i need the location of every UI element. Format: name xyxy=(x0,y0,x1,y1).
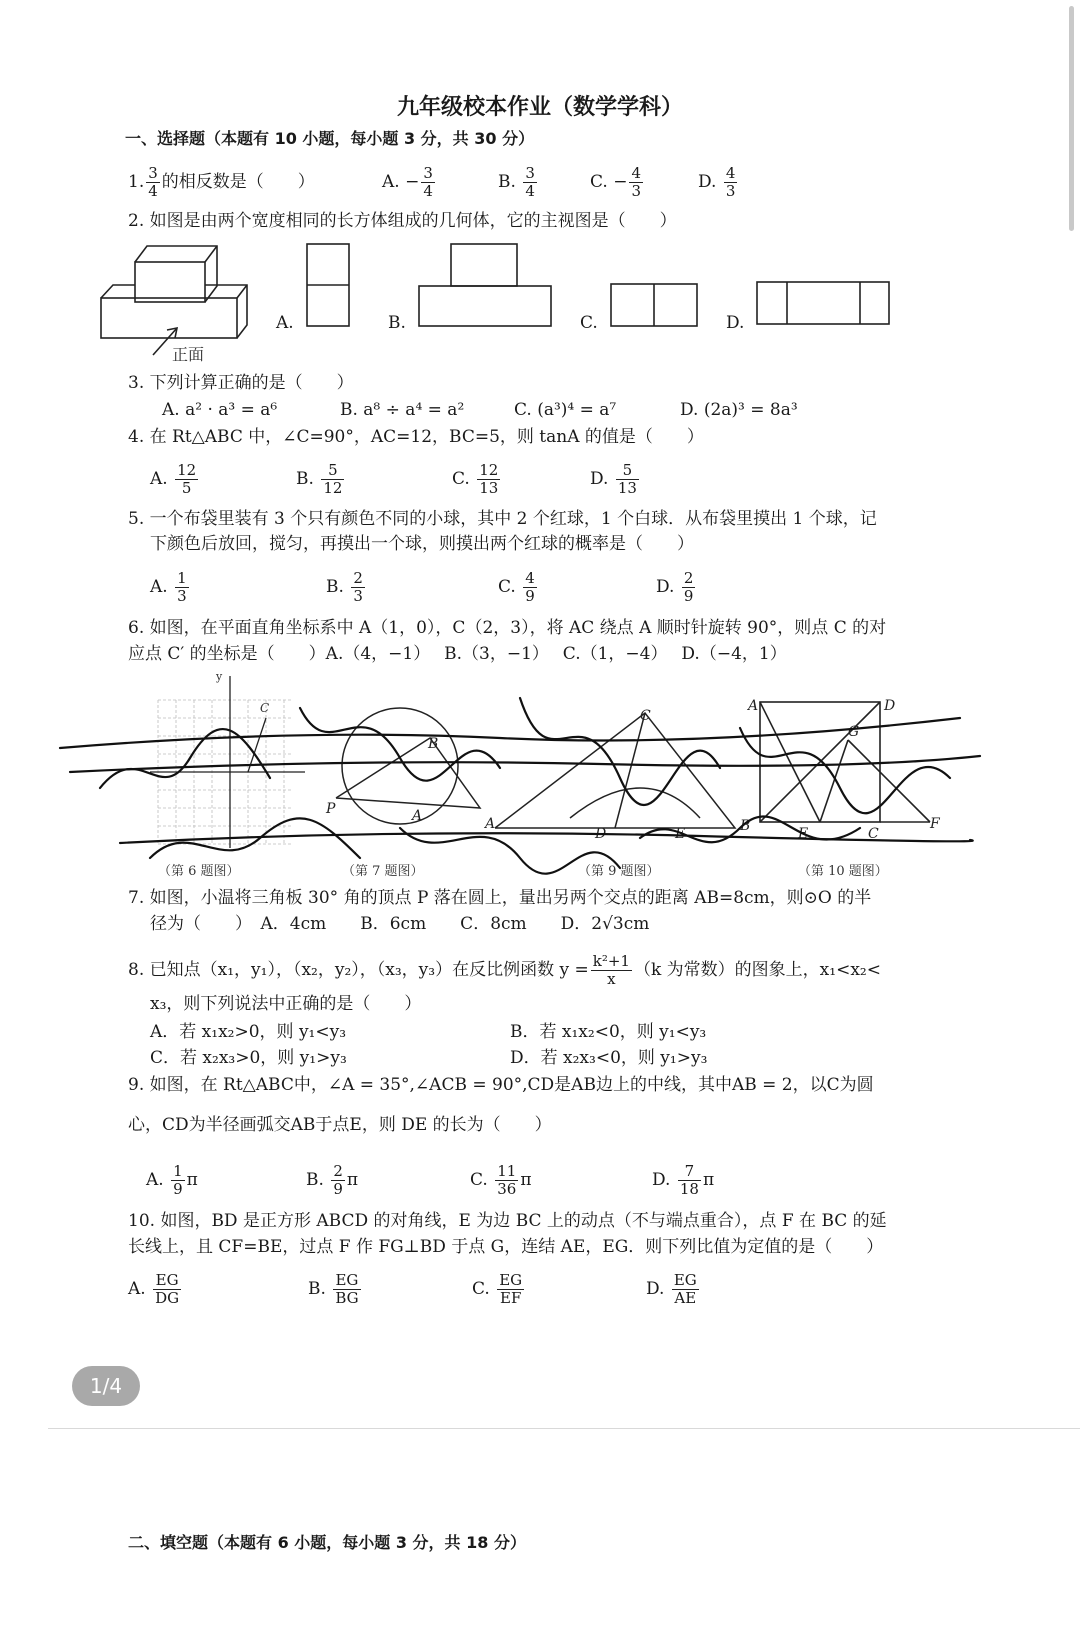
q2-option-d[interactable]: D. xyxy=(726,313,745,333)
svg-text:E: E xyxy=(798,826,809,842)
svg-text:F: F xyxy=(930,816,940,832)
q10-option-c[interactable]: C. $\frac{EG}{EF}$ xyxy=(472,1271,523,1307)
q9-option-a[interactable]: A. $\frac{1}{9}$ π xyxy=(146,1162,198,1198)
svg-text:B: B xyxy=(428,736,439,752)
svg-text:C: C xyxy=(868,826,879,842)
q1-option-a[interactable]: A. − $\frac{3}{4}$ xyxy=(382,164,433,200)
page-title: 九年级校本作业（数学学科） xyxy=(396,95,683,120)
svg-text:D: D xyxy=(595,826,607,842)
question-8-line-1: 8. 已知点（x₁，y₁），（x₂，y₂），（x₃，y₃）在反比例函数 y = $\frac{\text{k²+1}}{x}$ （k 为常数）的图象上，x₁<x₂< xyxy=(128,952,881,988)
q5-option-b[interactable]: B. $\frac{2}{3}$ xyxy=(326,569,363,605)
q5-option-a[interactable]: A. $\frac{1}{3}$ xyxy=(150,569,187,605)
question-4: 4. 在 Rt△ABC 中，∠C=90°，AC=12，BC=5，则 tanA 的值是（ ） xyxy=(128,427,704,447)
question-6-line-2: 应点 C′ 的坐标是（ ）A.（4，−1） B.（3，−1） C.（1，−4） D.（−4，1） xyxy=(128,644,787,664)
q8-option-c[interactable]: C．若 x₂x₃>0，则 y₁>y₃ xyxy=(150,1048,347,1068)
question-3: 3. 下列计算正确的是（ ） xyxy=(128,373,354,393)
question-1: 1. $\frac{3}{4}$ 的相反数是（ ） xyxy=(128,164,315,200)
q3-option-a[interactable]: A. a² · a³ = a⁶ xyxy=(162,400,278,420)
figure-caption-7: （第 7 题图） xyxy=(342,864,424,879)
q3-option-c[interactable]: C. (a³)⁴ = a⁷ xyxy=(514,400,617,420)
svg-text:B: B xyxy=(740,818,751,834)
q10-option-b[interactable]: B. $\frac{EG}{BG}$ xyxy=(308,1271,359,1307)
q1-option-d[interactable]: D. $\frac{4}{3}$ xyxy=(698,164,736,200)
question-2: 2. 如图是由两个宽度相同的长方体组成的几何体，它的主视图是（ ） xyxy=(128,211,677,231)
question-7-line-2: 径为（ ） A．4cm B．6cm C．8cm D．2√3cm xyxy=(150,914,650,934)
q4-option-a[interactable]: A. $\frac{12}{5}$ xyxy=(150,461,197,497)
figure-caption-10: （第 10 题图） xyxy=(798,864,888,879)
q4-option-b[interactable]: B. $\frac{5}{12}$ xyxy=(296,461,343,497)
q9-option-b[interactable]: B. $\frac{2}{9}$ π xyxy=(306,1162,359,1198)
question-5-line-2: 下颜色后放回，搅匀，再摸出一个球，则摸出两个红球的概率是（ ） xyxy=(150,534,694,554)
svg-text:A: A xyxy=(748,698,759,714)
q8-option-d[interactable]: D．若 x₂x₃<0，则 y₁>y₃ xyxy=(510,1048,708,1068)
question-7-line-1: 7. 如图，小温将三角板 30° 角的顶点 P 落在圆上，量出另两个交点的距离 AB=8cm，则⊙O 的半 xyxy=(128,888,872,908)
question-5-line-1: 5. 一个布袋里装有 3 个只有颜色不同的小球，其中 2 个红球，1 个白球．从布袋里摸出 1 个球，记 xyxy=(128,509,877,529)
question-9-line-1: 9. 如图，在 Rt△ABC中，∠A = 35°,∠ACB = 90°,CD是AB边上的中线，其中AB = 2，以C为圆 xyxy=(128,1075,874,1095)
q3-option-d[interactable]: D. (2a)³ = 8a³ xyxy=(680,400,798,420)
fraction: $\frac{\text{k²+1}}{x}$ xyxy=(592,952,630,988)
q8-option-b[interactable]: B．若 x₁x₂<0，则 y₁<y₃ xyxy=(510,1022,707,1042)
q2-option-c[interactable]: C. xyxy=(580,313,598,333)
q9-option-c[interactable]: C. $\frac{11}{36}$ π xyxy=(470,1162,532,1198)
page-indicator: 1/4 xyxy=(72,1366,140,1406)
q2-view-d xyxy=(756,281,892,327)
svg-text:P: P xyxy=(326,801,336,817)
q8-option-a[interactable]: A．若 x₁x₂>0，则 y₁<y₃ xyxy=(150,1022,347,1042)
svg-text:C: C xyxy=(640,708,651,724)
question-6-line-1: 6. 如图，在平面直角坐标系中 A（1，0），C（2，3），将 AC 绕点 A 顺时针旋转 90°，则点 C 的对 xyxy=(128,618,887,638)
q9-option-d[interactable]: D. $\frac{7}{18}$ π xyxy=(652,1162,715,1198)
q4-option-d[interactable]: D. $\frac{5}{13}$ xyxy=(590,461,637,497)
q5-option-c[interactable]: C. $\frac{4}{9}$ xyxy=(498,569,535,605)
section-heading-fill: 二、填空题（本题有 6 小题，每小题 3 分，共 18 分） xyxy=(128,1533,526,1552)
q2-view-c xyxy=(610,283,700,329)
q5-option-d[interactable]: D. $\frac{2}{9}$ xyxy=(656,569,694,605)
svg-text:D: D xyxy=(884,698,896,714)
page-divider xyxy=(48,1428,1080,1429)
svg-text:A: A xyxy=(485,816,496,832)
q2-view-b xyxy=(418,243,554,329)
q2-view-a xyxy=(306,243,352,329)
svg-text:C: C xyxy=(260,701,270,715)
figure-caption-9: （第 9 题图） xyxy=(578,864,660,879)
q4-option-c[interactable]: C. $\frac{12}{13}$ xyxy=(452,461,499,497)
svg-text:E: E xyxy=(675,826,686,842)
question-10-line-2: 长线上，且 CF=BE，过点 F 作 FG⊥BD 于点 G，连结 AE，EG．则下列比值为定值的是（ ） xyxy=(128,1237,884,1257)
question-8-line-2: x₃，则下列说法中正确的是（ ） xyxy=(150,994,422,1014)
q1-option-b[interactable]: B. $\frac{3}{4}$ xyxy=(498,164,535,200)
section-heading-choice: 一、选择题（本题有 10 小题，每小题 3 分，共 30 分） xyxy=(125,129,535,148)
svg-text:A: A xyxy=(412,808,423,824)
q10-option-d[interactable]: D. $\frac{EG}{AE}$ xyxy=(646,1271,697,1307)
q2-option-a[interactable]: A. xyxy=(276,313,294,333)
q1-option-c[interactable]: C. − $\frac{4}{3}$ xyxy=(590,164,642,200)
figure-caption-6: （第 6 题图） xyxy=(158,864,240,879)
figures-row xyxy=(100,668,980,878)
question-10-line-1: 10. 如图，BD 是正方形 ABCD 的对角线，E 为边 BC 上的动点（不与端点重合），点 F 在 BC 的延 xyxy=(128,1211,887,1231)
fraction: $\frac{3}{4}$ xyxy=(148,164,158,200)
q3-option-b[interactable]: B. a⁸ ÷ a⁴ = a² xyxy=(340,400,465,420)
handwritten-scribble xyxy=(60,698,980,874)
q10-option-a[interactable]: A. $\frac{EG}{DG}$ xyxy=(128,1271,180,1307)
front-view-label: 正面 xyxy=(172,345,205,364)
question-9-line-2: 心，CD为半径画弧交AB于点E，则 DE 的长为（ ） xyxy=(128,1115,552,1135)
svg-text:G: G xyxy=(848,724,860,740)
svg-text:y: y xyxy=(216,670,223,683)
q2-option-b[interactable]: B. xyxy=(388,313,406,333)
